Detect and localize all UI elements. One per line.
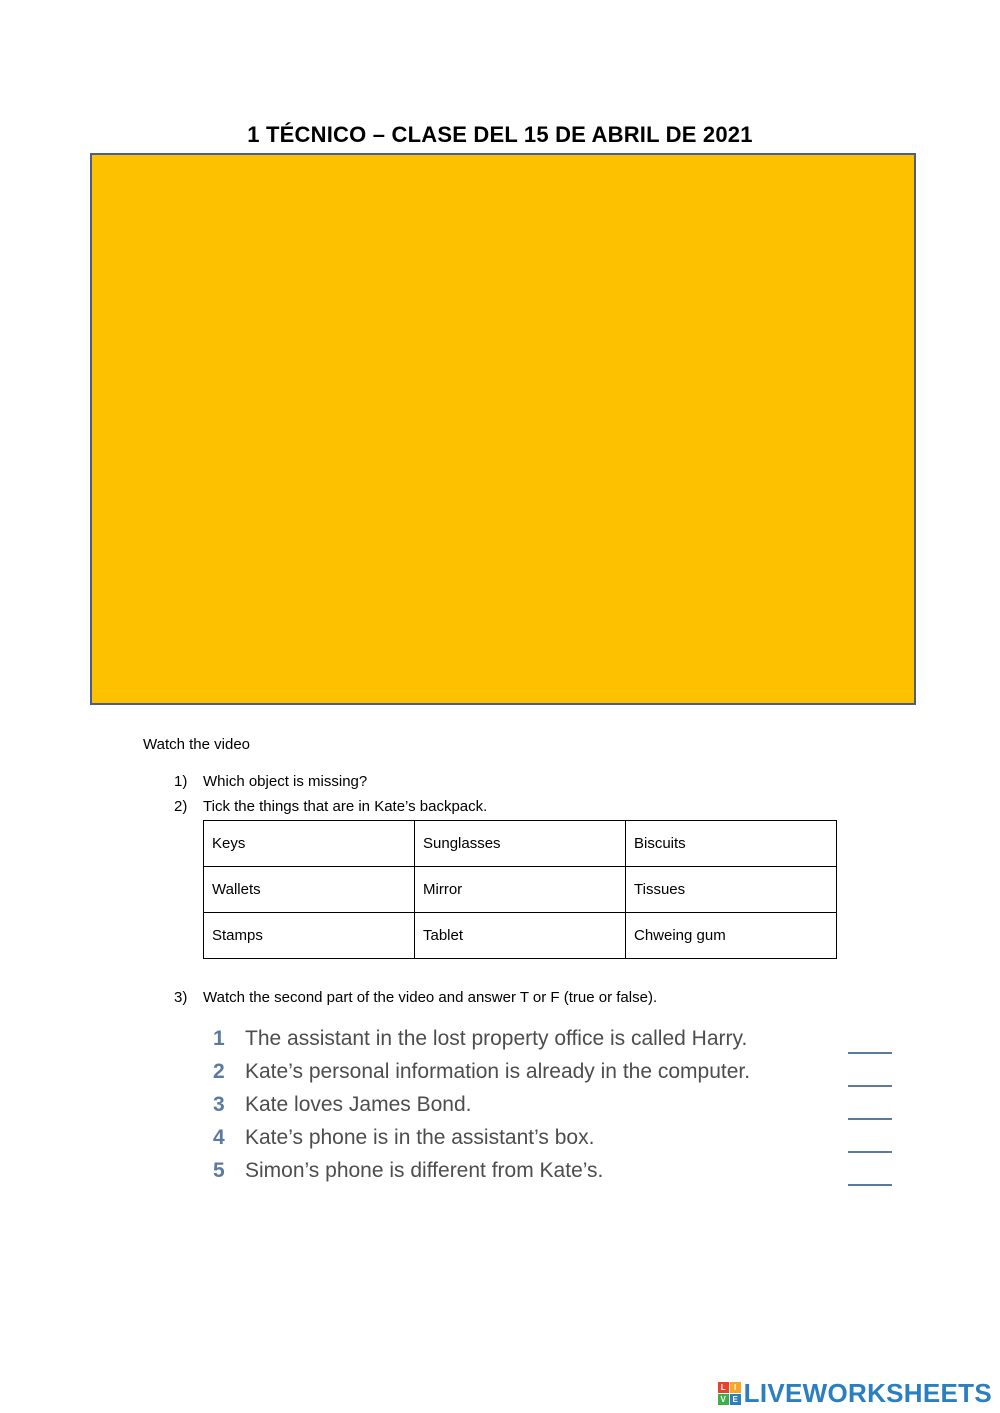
liveworksheets-logo	[718, 1378, 992, 1409]
statement-text: The assistant in the lost property office is called Harry.	[245, 1027, 748, 1050]
statement-number: 5	[213, 1159, 225, 1182]
logo-mark-icon	[718, 1382, 741, 1405]
statement-row	[213, 1093, 903, 1126]
table-row	[204, 821, 837, 867]
answer-blank[interactable]	[848, 1118, 892, 1120]
question-1	[174, 773, 367, 790]
logo-letter: E	[730, 1394, 741, 1405]
question-number: 2)	[174, 798, 188, 815]
video-player[interactable]	[90, 153, 916, 705]
logo-letter: V	[718, 1394, 729, 1405]
statement-text: Kate’s personal information is already in the computer.	[245, 1060, 751, 1083]
statement-text: Simon’s phone is different from Kate’s.	[245, 1159, 604, 1182]
question-text: Watch the second part of the video and answer T or F (true or false).	[203, 989, 658, 1006]
logo-letter: L	[718, 1382, 729, 1393]
answer-blank[interactable]	[848, 1085, 892, 1087]
statement-number: 3	[213, 1093, 225, 1116]
answer-blank[interactable]	[848, 1151, 892, 1153]
statement-number: 1	[213, 1027, 225, 1050]
statement-text: Kate loves James Bond.	[245, 1093, 472, 1116]
backpack-table	[203, 820, 837, 959]
answer-blank[interactable]	[848, 1184, 892, 1186]
statement-text: Kate’s phone is in the assistant’s box.	[245, 1126, 595, 1149]
question-number: 3)	[174, 989, 188, 1006]
question-text: Tick the things that are in Kate’s backpack.	[203, 798, 488, 815]
answer-blank[interactable]	[848, 1052, 892, 1054]
logo-text: LIVEWORKSHEETS	[743, 1378, 992, 1408]
question-2	[174, 798, 487, 815]
table-cell-sunglasses[interactable]: Sunglasses	[415, 821, 626, 867]
table-cell-tablet[interactable]: Tablet	[415, 913, 626, 959]
table-cell-chewing-gum[interactable]: Chweing gum	[626, 913, 837, 959]
statement-row	[213, 1027, 903, 1060]
question-3	[174, 989, 657, 1006]
table-cell-biscuits[interactable]: Biscuits	[626, 821, 837, 867]
table-cell-tissues[interactable]: Tissues	[626, 867, 837, 913]
table-row	[204, 867, 837, 913]
table-cell-wallets[interactable]: Wallets	[204, 867, 415, 913]
statement-number: 2	[213, 1060, 225, 1083]
table-row	[204, 913, 837, 959]
statement-row	[213, 1060, 903, 1093]
question-number: 1)	[174, 773, 188, 790]
table-cell-mirror[interactable]: Mirror	[415, 867, 626, 913]
statement-row	[213, 1159, 903, 1192]
logo-letter: I	[730, 1382, 741, 1393]
statement-row	[213, 1126, 903, 1159]
question-text: Which object is missing?	[203, 773, 368, 790]
page-title: 1 TÉCNICO – CLASE DEL 15 DE ABRIL DE 2021	[247, 122, 753, 147]
instruction-text: Watch the video	[143, 736, 250, 753]
table-cell-keys[interactable]: Keys	[204, 821, 415, 867]
statement-number: 4	[213, 1126, 225, 1149]
true-false-list	[213, 1027, 903, 1192]
table-cell-stamps[interactable]: Stamps	[204, 913, 415, 959]
